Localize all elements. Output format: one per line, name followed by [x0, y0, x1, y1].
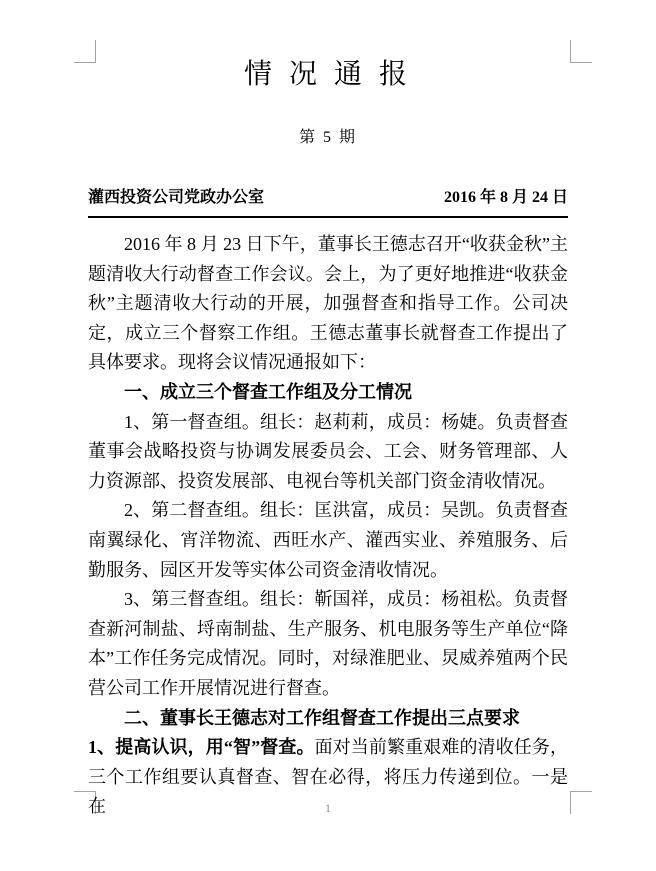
issue-date: 2016 年 8 月 24 日 [443, 189, 568, 206]
issuing-office: 灌西投资公司党政办公室 [88, 189, 265, 206]
paragraph-group-1: 1、第一督查组。组长：赵莉莉，成员：杨婕。负责督查董事会战略投资与协调发展委员会、工会、财务管理部、人力资源部、投资发展部、电视台等机关部门资金清收情况。 [88, 411, 568, 491]
paragraph-group-3: 3、第三督查组。组长：靳国祥，成员：杨祖松。负责督查新河制盐、埒南制盐、生产服务、机电服务等生产单位“降本”工作任务完成情况。同时，对绿淮肥业、炅威养殖两个民营公司工作开展情况进行督查。 [88, 589, 568, 698]
masthead-info-row [88, 184, 568, 218]
paragraph-group-2: 2、第二督查组。组长：匡洪富，成员：吴凯。负责督查南翼绿化、宵洋物流、西旺水产、灌西实业、养殖服务、后勤服务、园区开发等实体公司资金清收情况。 [88, 500, 568, 580]
paragraph-intro: 2016 年 8 月 23 日下午，董事长王德志召开“收获金秋”主题清收大行动督查工作会议。会上，为了更好地推进“收获金秋”主题清收大行动的开展，加强督查和指导工作。公司决定，成立三个督察工作组。王德志董事长就督查工作提出了具体要求。现将会议情况通报如下： [88, 234, 568, 373]
page-number: 1 [325, 801, 331, 815]
document-title: 情 况 通 报 [243, 59, 412, 90]
paragraph-requirement-1-body: 面对当前繁重艰难的清收任务，三个工作组要认真督查、智在必得，将压力传递到位。一是在 [88, 737, 569, 817]
paragraph-requirement-1-lead: 1、提高认识，用“智”督查。 [88, 737, 315, 758]
section-heading-2: 二、董事长王德志对工作组督查工作提出三点要求 [124, 707, 520, 728]
document-body [88, 230, 568, 822]
issue-number: 第 5 期 [298, 129, 357, 146]
section-heading-1: 一、成立三个督查工作组及分工情况 [124, 381, 412, 402]
